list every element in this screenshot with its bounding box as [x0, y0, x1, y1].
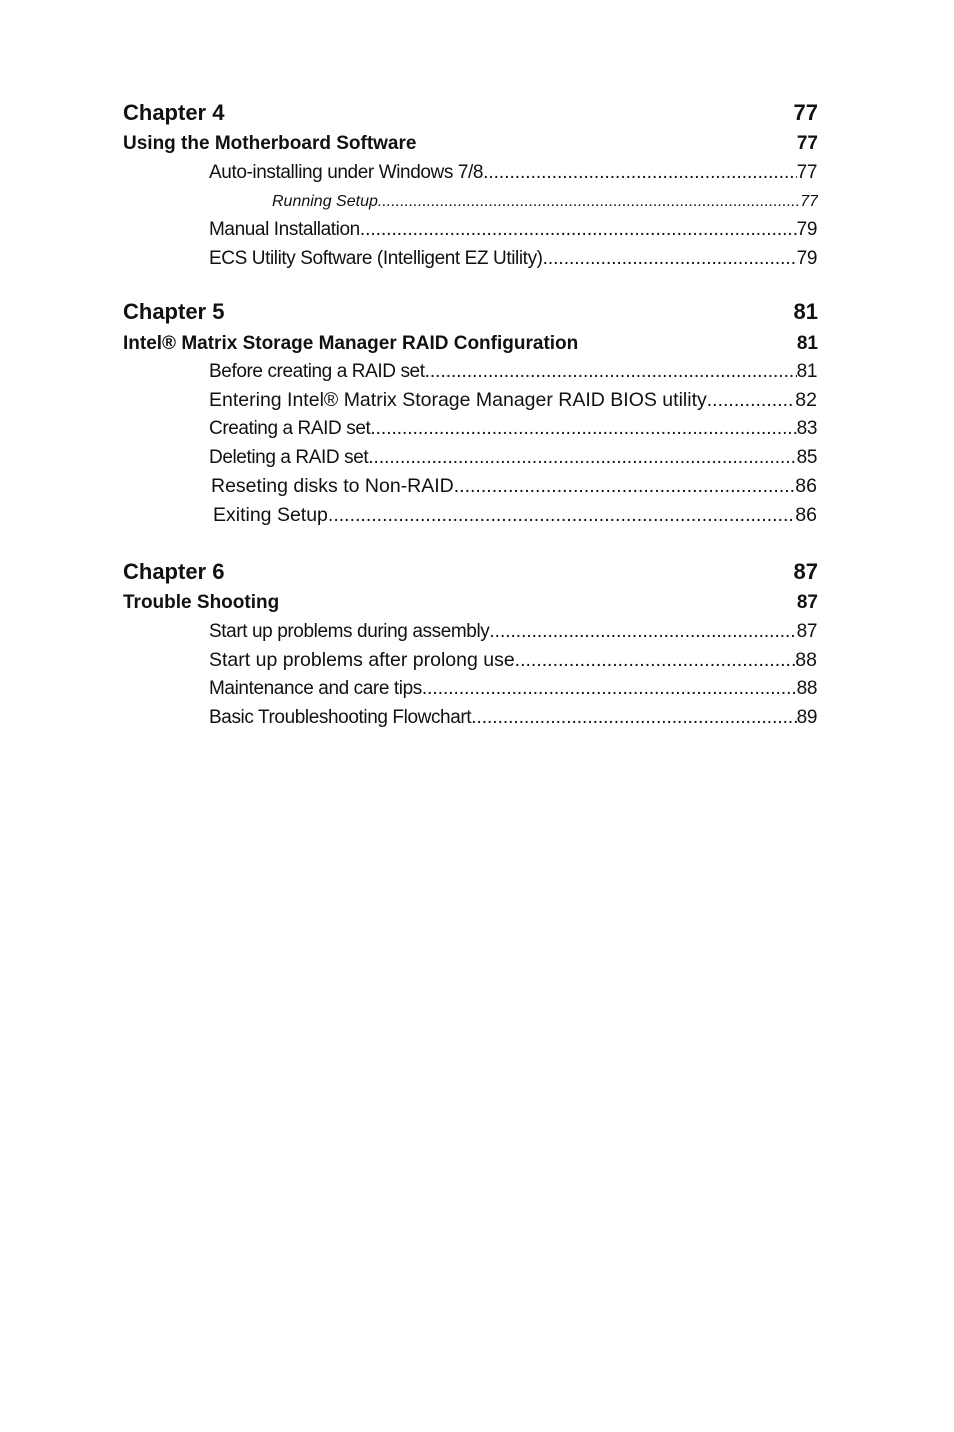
toc-entry-page: 88 [795, 649, 817, 671]
section-title: Intel® Matrix Storage Manager RAID Configuration [123, 333, 579, 354]
toc-entry-title: Auto-installing under Windows 7/8 [209, 162, 484, 183]
toc-entry-title: Start up problems after prolong use [209, 649, 515, 671]
toc-entry-page: 79 [796, 219, 817, 240]
toc-entry [209, 707, 817, 729]
section-heading [123, 133, 818, 155]
toc-entry-title: Basic Troubleshooting Flowchart [209, 707, 472, 728]
toc-entry-page: 89 [796, 707, 817, 728]
chapter-heading [123, 559, 818, 585]
toc-entry-title: Before creating a RAID set [209, 361, 425, 382]
toc-entry-page: 77 [796, 162, 817, 183]
toc-entry [209, 162, 817, 184]
dot-leader [483, 162, 797, 184]
chapter-label: Chapter 5 [123, 299, 225, 324]
toc-entry-title: Start up problems during assembly [209, 621, 490, 642]
toc-entry [209, 621, 817, 643]
section-page-number: 81 [796, 333, 818, 354]
toc-entry [209, 219, 817, 241]
toc-subentry-title: Running Setup [272, 193, 378, 210]
toc-entry-page: 86 [795, 504, 817, 526]
dot-leader [454, 475, 796, 498]
toc-entry [209, 447, 817, 469]
chapter-heading [123, 100, 818, 126]
section-page-number: 77 [796, 133, 818, 154]
toc-entry-title: Manual Installation [209, 219, 360, 240]
toc-entry-title: Creating a RAID set [209, 418, 371, 439]
toc-entry-page: 87 [796, 621, 817, 642]
dot-leader [515, 649, 796, 672]
toc-entry [213, 504, 817, 527]
dot-leader [360, 219, 797, 241]
section-heading [123, 592, 818, 614]
toc-entry-page: 86 [795, 475, 817, 497]
toc-entry [209, 678, 817, 700]
toc-entry-page: 81 [796, 361, 817, 382]
dot-leader [425, 361, 797, 383]
dot-leader [328, 504, 795, 527]
chapter-page-number: 87 [793, 559, 818, 584]
toc-entry-title: Entering Intel® Matrix Storage Manager RAID BIOS utility [209, 389, 707, 411]
chapter-label: Chapter 6 [123, 559, 225, 584]
chapter-page-number: 77 [793, 100, 818, 125]
toc-entry-page: 82 [795, 389, 817, 411]
toc-entry-title: Exiting Setup [213, 504, 328, 526]
section-page-number: 87 [796, 592, 818, 613]
section-heading [123, 333, 818, 355]
toc-entry [211, 475, 817, 498]
toc-entry [209, 649, 817, 672]
dot-leader [422, 678, 797, 700]
toc-entry-title: ECS Utility Software (Intelligent EZ Utility) [209, 248, 543, 269]
chapter-heading [123, 299, 818, 325]
toc-entry [209, 361, 817, 383]
dot-leader [543, 248, 797, 270]
toc-entry [209, 418, 817, 440]
toc-entry-page: 88 [796, 678, 817, 699]
dot-leader [378, 193, 800, 211]
toc-entry-title: Reseting disks to Non-RAID [211, 475, 454, 497]
toc-entry [209, 248, 817, 270]
dot-leader [471, 707, 796, 729]
toc-subentry-page: 77 [800, 193, 818, 210]
toc-entry-page: 79 [796, 248, 817, 269]
dot-leader [489, 621, 796, 643]
section-title: Trouble Shooting [123, 592, 280, 613]
toc-entry-page: 83 [796, 418, 817, 439]
dot-leader [707, 389, 796, 412]
dot-leader [370, 418, 796, 440]
chapter-page-number: 81 [793, 299, 818, 324]
section-title: Using the Motherboard Software [123, 133, 417, 154]
toc-entry-page: 85 [796, 447, 817, 468]
chapter-label: Chapter 4 [123, 100, 225, 125]
toc-entry-title: Maintenance and care tips [209, 678, 422, 699]
toc-entry [209, 389, 817, 412]
toc-subentry [272, 193, 818, 211]
toc-entry-title: Deleting a RAID set [209, 447, 369, 468]
dot-leader [368, 447, 796, 469]
